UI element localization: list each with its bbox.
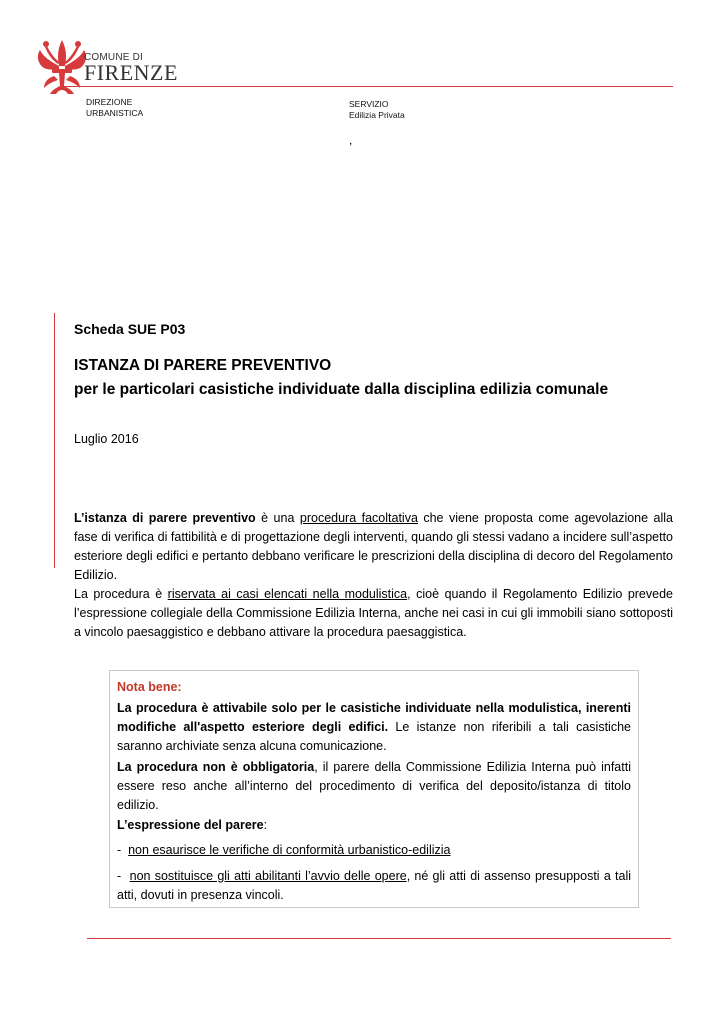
header-divider — [62, 86, 673, 87]
department-line1: DIREZIONE — [86, 97, 133, 107]
department-label — [86, 97, 206, 119]
florence-lily-icon — [32, 36, 92, 98]
note-item1-underlined: non esaurisce le verifiche di conformità urbanistico-edilizia — [128, 843, 451, 857]
note-item2-text: , né gli atti di assenso presupposti a tali atti, dovuti in presenza vincoli. — [117, 869, 631, 902]
intro-underlined: procedura facoltativa — [299, 511, 418, 525]
document-date: Luglio 2016 — [74, 432, 139, 446]
note-item2-underlined: non sostituisce gli atti abilitanti l’avvio delle opere — [129, 869, 407, 883]
logo-text-firenze: FIRENZE — [84, 60, 178, 85]
note-paragraph-1 — [117, 699, 631, 756]
stray-mark: , — [349, 133, 353, 147]
note-p1-text: Le istanze non riferibili a tali casistiche saranno archiviate senza alcuna comunicazione. — [117, 720, 631, 753]
note-p3-text: : — [263, 818, 268, 832]
note-title: Nota bene: — [117, 680, 182, 694]
note-box — [109, 670, 639, 908]
intro-paragraph — [74, 509, 673, 585]
page-subtitle: per le particolari casistiche individuate dalla disciplina edilizia comunale — [74, 381, 609, 398]
department-line2: URBANISTICA — [86, 108, 144, 118]
scope-underlined: riservata ai casi elencati nella modulistica — [167, 587, 408, 601]
note-list-item — [117, 867, 631, 905]
service-line2: Edilizia Privata — [349, 110, 405, 120]
scope-paragraph — [74, 585, 673, 642]
service-label — [349, 99, 469, 121]
intro-text-2: che viene proposta come agevolazione alla fase di verifica di fattibilità e di progettazione degli interventi, quando gli stessi vadano a incidere sull’aspetto esteriore degli edifici e pertanto debbano verificare le prescrizioni della disciplina di decoro del Regolamento Edilizio. — [74, 511, 673, 582]
note-paragraph-2 — [117, 758, 631, 815]
note-paragraph-3 — [117, 816, 631, 835]
intro-text-1: è una — [255, 511, 300, 525]
note-item2-bullet: - — [117, 869, 130, 883]
note-p2-bold: La procedura non è obbligatoria — [117, 760, 315, 774]
note-list-item — [117, 841, 631, 860]
logo-text-comune: COMUNE DI — [84, 52, 144, 63]
footer-divider — [87, 938, 671, 939]
note-p2-text: , il parere della Commissione Edilizia Interna può infatti essere reso anche all’interno del procedimento di verifica del deposito/istanza di titolo edilizio. — [117, 760, 631, 812]
note-p1-bold: La procedura è attivabile solo per le casistiche individuate nella modulistica, inerenti modifiche all'aspetto esteriore degli edifici. — [117, 701, 631, 734]
scope-text-2: , cioè quando il Regolamento Edilizio prevede l’espressione collegiale della Commissione Edilizia Interna, anche nei casi in cui gli immobili siano sottoposti a vincolo paesaggistico e debbano attivare la procedura paesaggistica. — [74, 587, 673, 639]
service-line1: SERVIZIO — [349, 99, 389, 109]
note-p3-bold: L’espressione del parere — [117, 818, 264, 832]
side-accent-rule — [54, 313, 55, 568]
intro-bold: L’istanza di parere preventivo — [74, 511, 256, 525]
document-code: Scheda SUE P03 — [74, 321, 186, 337]
page-title: ISTANZA DI PARERE PREVENTIVO — [74, 357, 332, 374]
note-item1-bullet: - — [117, 843, 129, 857]
scope-text-1: La procedura è — [74, 587, 168, 601]
